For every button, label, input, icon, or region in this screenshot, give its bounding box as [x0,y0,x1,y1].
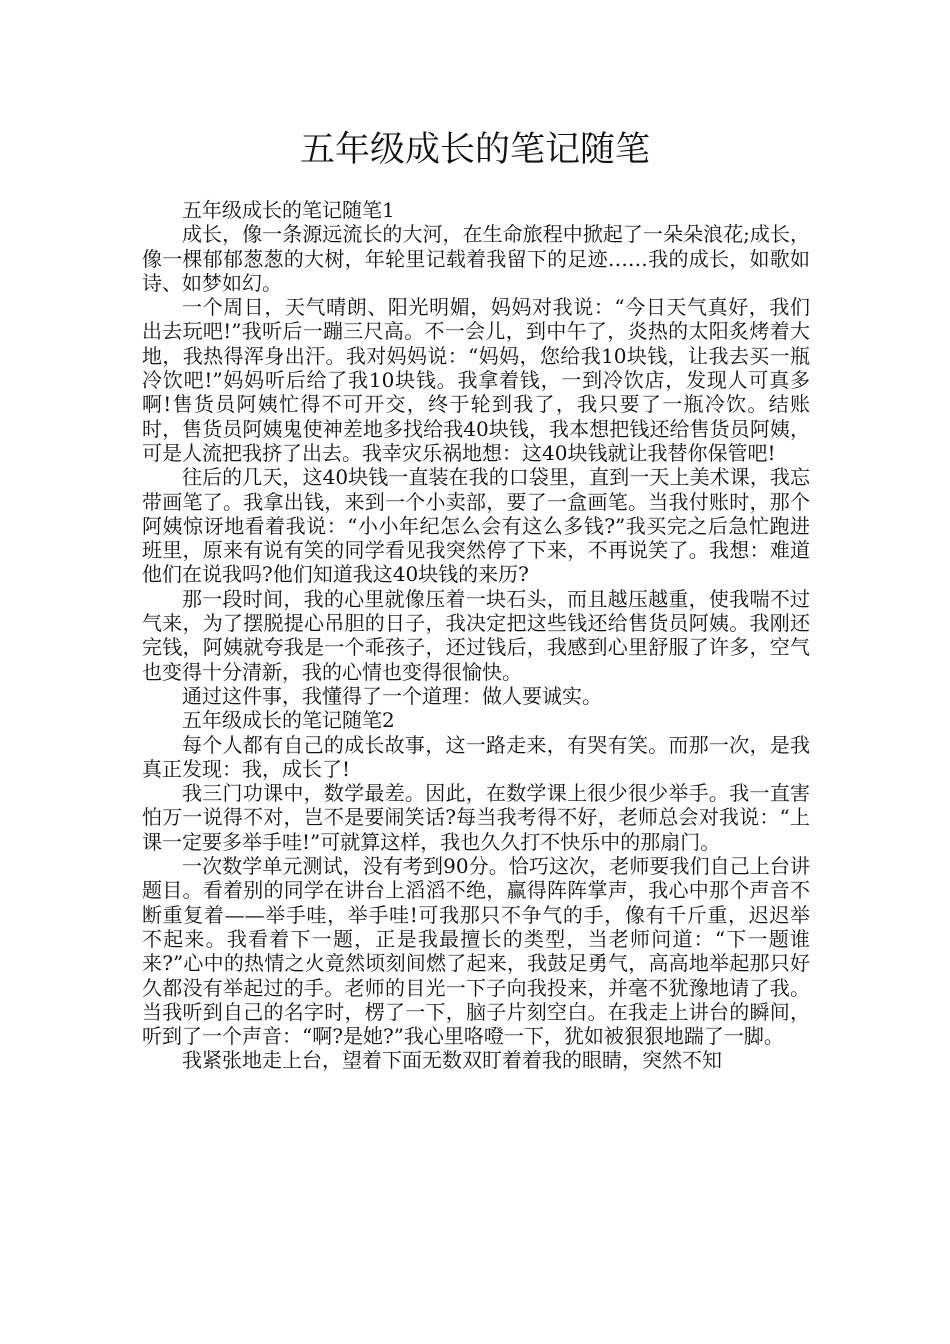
document-body [142,198,810,1073]
paragraph: 我三门功课中，数学最差。因此，在数学课上很少很少举手。我一直害怕万一说得不对，岂不是要闹笑话?每当我考得不好，老师总会对我说：“上课一定要多举手哇!”可就算这样，我也久久打不快乐中的那扇门。 [142,781,810,854]
paragraph: 一个周日，天气晴朗、阳光明媚，妈妈对我说：“今日天气真好，我们出去玩吧!”我听后一蹦三尺高。不一会儿，到中午了，炎热的太阳炙烤着大地，我热得浑身出汗。我对妈妈说：“妈妈，您给我10块钱，让我去买一瓶冷饮吧!”妈妈听后给了我10块钱。我拿着钱，一到冷饮店，发现人可真多啊!售货员阿姨忙得不可开交，终于轮到我了，我只要了一瓶冷饮。结账时，售货员阿姨鬼使神差地多找给我40块钱，我本想把钱还给售货员阿姨，可是人流把我挤了出去。我幸灾乐祸地想：这40块钱就让我替你保管吧! [142,295,810,465]
paragraph: 每个人都有自己的成长故事，这一路走来，有哭有笑。而那一次，是我真正发现：我，成长了! [142,732,810,781]
paragraph: 我紧张地走上台，望着下面无数双盯着着我的眼睛，突然不知 [182,1048,722,1073]
document-title: 五年级成长的笔记随笔 [299,130,650,170]
paragraph-heading-2: 五年级成长的笔记随笔2 [182,708,395,733]
paragraph: 那一段时间，我的心里就像压着一块石头，而且越压越重，使我喘不过气来，为了摆脱提心吊胆的日子，我决定把这些钱还给售货员阿姨。我刚还完钱，阿姨就夸我是一个乖孩子，还过钱后，我感到心里舒服了许多，空气也变得十分清新，我的心情也变得很愉快。 [142,586,810,684]
paragraph: 一次数学单元测试，没有考到90分。恰巧这次，老师要我们自己上台讲题目。看着别的同学在讲台上滔滔不绝，赢得阵阵掌声，我心中那个声音不断重复着——举手哇，举手哇!可我那只不争气的手，像有千斤重，迟迟举不起来。我看着下一题，正是我最擅长的类型，当老师问道：“下一题谁来?”心中的热情之火竟然顷刻间燃了起来，我鼓足勇气，高高地举起那只好久都没有举起过的手。老师的目光一下子向我投来，并毫不犹豫地请了我。当我听到自己的名字时，楞了一下，脑子片刻空白。在我走上讲台的瞬间，听到了一个声音：“啊?是她?”我心里咯噔一下，犹如被狠狠地踹了一脚。 [142,854,810,1049]
paragraph: 成长，像一条源远流长的大河，在生命旅程中掀起了一朵朵浪花;成长，像一棵郁郁葱葱的大树，年轮里记载着我留下的足迹……我的成长，如歌如诗、如梦如幻。 [142,222,810,295]
paragraph: 通过这件事，我懂得了一个道理：做人要诚实。 [182,683,602,708]
paragraph: 往后的几天，这40块钱一直装在我的口袋里，直到一天上美术课，我忘带画笔了。我拿出钱，来到一个小卖部，要了一盒画笔。当我付账时，那个阿姨惊讶地看着我说：“小小年纪怎么会有这么多钱?”我买完之后急忙跑进班里，原来有说有笑的同学看见我突然停了下来，不再说笑了。我想：难道他们在说我吗?他们知道我这40块钱的来历? [142,465,810,587]
paragraph-heading-1: 五年级成长的笔记随笔1 [182,198,395,222]
